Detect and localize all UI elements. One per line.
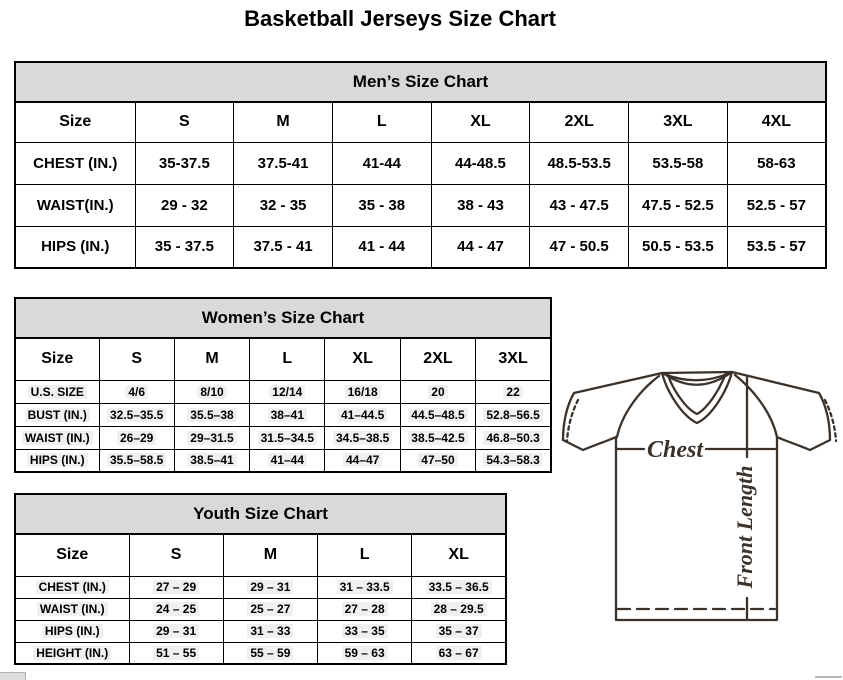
table-cell: 43 - 47.5 bbox=[530, 184, 629, 226]
table-cell: 58-63 bbox=[727, 142, 826, 184]
table-row bbox=[15, 426, 551, 449]
cell-text: 55 – 59 bbox=[247, 646, 293, 660]
table-row bbox=[15, 403, 551, 426]
column-header: 2XL bbox=[400, 338, 475, 380]
column-header: S bbox=[99, 338, 174, 380]
youth-size-chart-table bbox=[14, 493, 507, 665]
cell-text: 29–31.5 bbox=[187, 431, 236, 445]
cell-text: HEIGHT (IN.) bbox=[33, 646, 111, 660]
cell-text: 28 – 29.5 bbox=[431, 602, 487, 616]
table-cell bbox=[325, 403, 400, 426]
table-cell: 37.5-41 bbox=[234, 142, 333, 184]
cell-text: 31 – 33.5 bbox=[337, 580, 393, 594]
table-cell bbox=[400, 403, 475, 426]
column-header: Size bbox=[15, 534, 129, 576]
table-cell bbox=[476, 449, 551, 472]
cell-text: 35.5–38 bbox=[187, 408, 236, 422]
table-cell bbox=[174, 403, 249, 426]
table-cell bbox=[318, 620, 412, 642]
table-cell bbox=[325, 380, 400, 403]
table-cell bbox=[412, 598, 506, 620]
cell-text: 34.5–38.5 bbox=[333, 431, 392, 445]
table-cell bbox=[99, 380, 174, 403]
table-title: Youth Size Chart bbox=[15, 494, 506, 534]
row-label: HIPS (IN.) bbox=[15, 226, 135, 268]
cell-text: 52.8–56.5 bbox=[483, 408, 542, 422]
front-length-label: Front Length bbox=[732, 465, 758, 589]
table-cell bbox=[325, 449, 400, 472]
table-row bbox=[15, 184, 826, 226]
table-cell: 47 - 50.5 bbox=[530, 226, 629, 268]
column-header: S bbox=[135, 102, 234, 142]
table-cell bbox=[318, 576, 412, 598]
table-title: Men’s Size Chart bbox=[15, 62, 826, 102]
table-cell: 41 - 44 bbox=[332, 226, 431, 268]
womens-size-chart-table bbox=[14, 297, 552, 473]
table-cell: 41-44 bbox=[332, 142, 431, 184]
table-cell bbox=[250, 380, 325, 403]
column-header: L bbox=[318, 534, 412, 576]
cell-text: 31 – 33 bbox=[247, 624, 293, 638]
table-row bbox=[15, 142, 826, 184]
table-cell: 47.5 - 52.5 bbox=[629, 184, 728, 226]
table-cell: 44-48.5 bbox=[431, 142, 530, 184]
column-header: 3XL bbox=[476, 338, 551, 380]
table-cell bbox=[223, 576, 317, 598]
cell-text: 46.8–50.3 bbox=[483, 431, 542, 445]
table-cell: 35 - 38 bbox=[332, 184, 431, 226]
jersey-measurement-diagram bbox=[560, 360, 843, 660]
table-cell: 48.5-53.5 bbox=[530, 142, 629, 184]
column-header: XL bbox=[412, 534, 506, 576]
cell-text: U.S. SIZE bbox=[28, 385, 87, 399]
table-cell: 32 - 35 bbox=[234, 184, 333, 226]
column-header: 3XL bbox=[629, 102, 728, 142]
cell-text: 35.5–58.5 bbox=[107, 453, 166, 467]
cell-text: WAIST (IN.) bbox=[37, 602, 108, 616]
table-cell bbox=[318, 642, 412, 664]
cell-text: 35 – 37 bbox=[436, 624, 482, 638]
table-row bbox=[15, 449, 551, 472]
table-cell bbox=[318, 598, 412, 620]
table-cell: 53.5 - 57 bbox=[727, 226, 826, 268]
row-label bbox=[15, 576, 129, 598]
table-row bbox=[15, 226, 826, 268]
row-label bbox=[15, 426, 99, 449]
cell-text: 41–44.5 bbox=[338, 408, 387, 422]
column-header: XL bbox=[431, 102, 530, 142]
cell-text: 44–47 bbox=[343, 453, 382, 467]
row-label bbox=[15, 642, 129, 664]
table-cell bbox=[174, 449, 249, 472]
column-header: Size bbox=[15, 338, 99, 380]
column-header: M bbox=[234, 102, 333, 142]
cell-text: 38.5–41 bbox=[187, 453, 236, 467]
table-cell bbox=[174, 380, 249, 403]
cell-text: 51 – 55 bbox=[153, 646, 199, 660]
cell-text: 54.3–58.3 bbox=[483, 453, 542, 467]
cell-text: 29 – 31 bbox=[247, 580, 293, 594]
cell-text: 38–41 bbox=[268, 408, 307, 422]
jersey-outline-shape bbox=[563, 372, 830, 620]
table-cell bbox=[412, 642, 506, 664]
table-cell: 35-37.5 bbox=[135, 142, 234, 184]
column-header: L bbox=[250, 338, 325, 380]
cell-text: 59 – 63 bbox=[342, 646, 388, 660]
table-cell bbox=[476, 380, 551, 403]
row-label: CHEST (IN.) bbox=[15, 142, 135, 184]
table-cell: 50.5 - 53.5 bbox=[629, 226, 728, 268]
cell-text: 8/10 bbox=[197, 385, 226, 399]
row-label bbox=[15, 403, 99, 426]
column-header: 4XL bbox=[727, 102, 826, 142]
row-label bbox=[15, 620, 129, 642]
cell-text: 24 – 25 bbox=[153, 602, 199, 616]
table-cell bbox=[223, 642, 317, 664]
column-header: M bbox=[223, 534, 317, 576]
cell-text: 26–29 bbox=[117, 431, 156, 445]
table-row bbox=[15, 380, 551, 403]
row-label: WAIST(IN.) bbox=[15, 184, 135, 226]
table-cell bbox=[223, 598, 317, 620]
table-cell: 52.5 - 57 bbox=[727, 184, 826, 226]
table-cell bbox=[129, 598, 223, 620]
table-cell bbox=[129, 576, 223, 598]
table-cell bbox=[476, 403, 551, 426]
row-label bbox=[15, 449, 99, 472]
cell-text: 4/6 bbox=[125, 385, 148, 399]
table-cell: 44 - 47 bbox=[431, 226, 530, 268]
table-cell bbox=[476, 426, 551, 449]
column-header: M bbox=[174, 338, 249, 380]
cell-text: 41–44 bbox=[268, 453, 307, 467]
cell-text: 12/14 bbox=[269, 385, 305, 399]
table-cell bbox=[99, 449, 174, 472]
table-row bbox=[15, 620, 506, 642]
table-row bbox=[15, 642, 506, 664]
table-cell bbox=[129, 620, 223, 642]
cell-text: BUST (IN.) bbox=[25, 408, 90, 422]
row-label bbox=[15, 380, 99, 403]
table-cell bbox=[400, 380, 475, 403]
cell-text: 44.5–48.5 bbox=[408, 408, 467, 422]
table-cell bbox=[250, 426, 325, 449]
table-cell: 53.5-58 bbox=[629, 142, 728, 184]
page-title: Basketball Jerseys Size Chart bbox=[244, 6, 556, 31]
table-cell: 38 - 43 bbox=[431, 184, 530, 226]
table-row bbox=[15, 576, 506, 598]
table-cell bbox=[250, 449, 325, 472]
cell-text: 31.5–34.5 bbox=[258, 431, 317, 445]
table-cell bbox=[412, 620, 506, 642]
cell-text: 33 – 35 bbox=[342, 624, 388, 638]
table-cell: 37.5 - 41 bbox=[234, 226, 333, 268]
table-title: Women’s Size Chart bbox=[15, 298, 551, 338]
cell-text: 33.5 – 36.5 bbox=[426, 580, 492, 594]
cell-text: HIPS (IN.) bbox=[42, 624, 103, 638]
table-cell bbox=[129, 642, 223, 664]
table-cell bbox=[325, 426, 400, 449]
table-cell bbox=[412, 576, 506, 598]
column-header: 2XL bbox=[530, 102, 629, 142]
chest-label: Chest bbox=[646, 437, 704, 463]
table-cell bbox=[223, 620, 317, 642]
scrollbar-fragment bbox=[815, 676, 842, 678]
cell-text: 29 – 31 bbox=[153, 624, 199, 638]
column-header: Size bbox=[15, 102, 135, 142]
cell-text: CHEST (IN.) bbox=[36, 580, 109, 594]
table-cell bbox=[400, 449, 475, 472]
table-cell bbox=[250, 403, 325, 426]
table-cell bbox=[174, 426, 249, 449]
cell-text: WAIST (IN.) bbox=[22, 431, 93, 445]
column-header: XL bbox=[325, 338, 400, 380]
table-cell bbox=[99, 403, 174, 426]
table-cell: 29 - 32 bbox=[135, 184, 234, 226]
mens-size-chart-table bbox=[14, 61, 827, 269]
cell-text: 16/18 bbox=[345, 385, 381, 399]
cell-text: 47–50 bbox=[418, 453, 457, 467]
cell-text: 20 bbox=[428, 385, 447, 399]
cell-text: 27 – 28 bbox=[342, 602, 388, 616]
table-cell bbox=[99, 426, 174, 449]
column-header: L bbox=[332, 102, 431, 142]
table-cell bbox=[400, 426, 475, 449]
cell-text: 25 – 27 bbox=[247, 602, 293, 616]
cell-text: 32.5–35.5 bbox=[107, 408, 166, 422]
cell-text: 63 – 67 bbox=[436, 646, 482, 660]
cell-text: 38.5–42.5 bbox=[408, 431, 467, 445]
cell-text: 22 bbox=[503, 385, 522, 399]
row-label bbox=[15, 598, 129, 620]
cell-text: 27 – 29 bbox=[153, 580, 199, 594]
table-cell: 35 - 37.5 bbox=[135, 226, 234, 268]
table-row bbox=[15, 598, 506, 620]
column-header: S bbox=[129, 534, 223, 576]
cell-text: HIPS (IN.) bbox=[27, 453, 88, 467]
